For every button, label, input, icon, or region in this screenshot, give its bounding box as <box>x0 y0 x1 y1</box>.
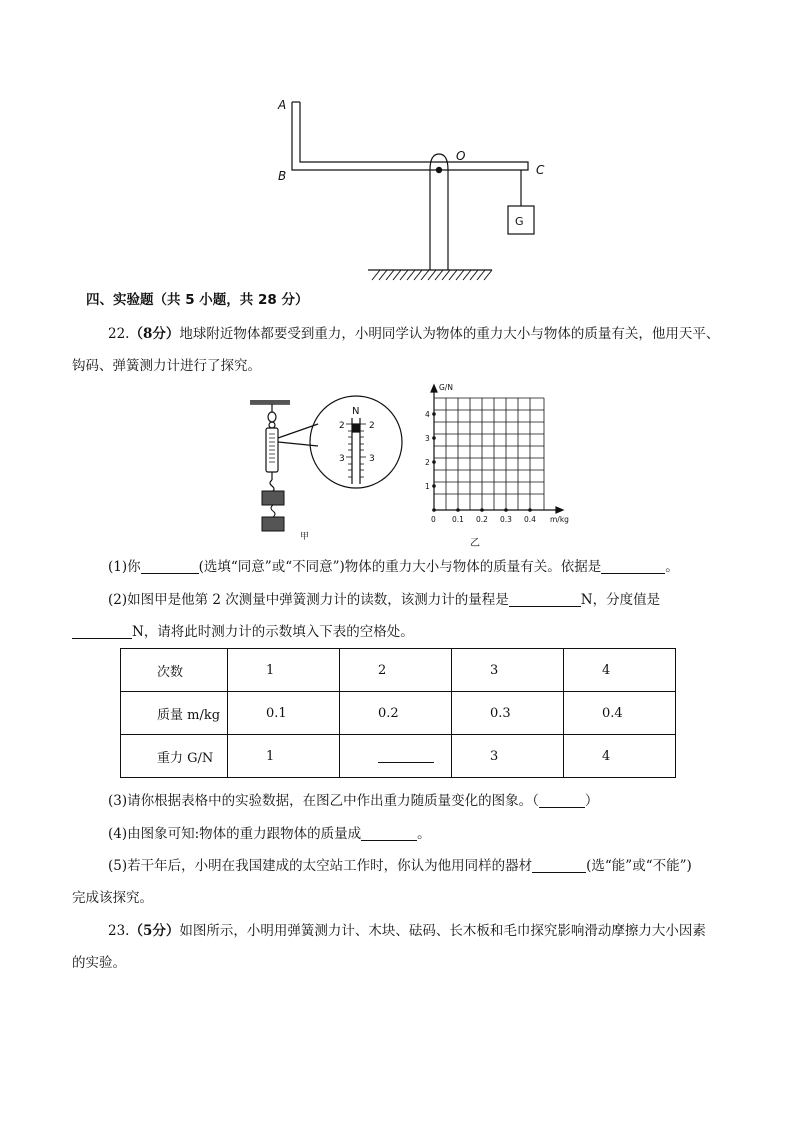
lever-arm-ab <box>292 102 430 170</box>
x-tick-0.1: 0.1 <box>452 515 464 524</box>
q22-part5-text: (5)若干年后，小明在我国建成的太空站工作时，你认为他用同样的器材 <box>108 858 533 874</box>
scale-tick-left-3: 3 <box>339 454 345 464</box>
q23-text: 如图所示，小明用弹簧测力计、木块、砝码、长木板和毛巾探究影响滑动摩擦力大小因素 <box>179 923 706 939</box>
x-axis-label: m/kg <box>550 515 569 524</box>
q22-part1-prefix: (1)你 <box>108 559 141 575</box>
q22-part2-line1 <box>108 590 660 610</box>
section-heading: 四、实验题（共 5 小题，共 28 分） <box>86 292 309 308</box>
q22-part4-end: 。 <box>417 826 431 842</box>
q22-part4 <box>108 824 431 844</box>
hook-weight-1 <box>262 491 284 505</box>
data-table <box>120 648 676 778</box>
scale-tick-right-2: 2 <box>369 421 375 431</box>
q22-part5-line2: 完成该探究。 <box>72 890 153 906</box>
x-tick-0.3: 0.3 <box>500 515 512 524</box>
y-tick-4: 4 <box>425 410 430 419</box>
q22-part2-line2 <box>72 622 414 642</box>
ground-hatch <box>372 270 492 280</box>
table-cell: 4 <box>564 735 676 778</box>
table-cell: 3 <box>452 735 564 778</box>
q23-line1 <box>108 921 706 941</box>
answer-blank-division[interactable] <box>72 624 132 639</box>
q22-part2-text: (2)如图甲是他第 2 次测量中弹簧测力计的读数，该测力计的量程是 <box>108 592 509 608</box>
y-axis-arrow <box>431 385 437 392</box>
table-cell: 2 <box>340 649 452 692</box>
pivot-point-o <box>436 167 442 173</box>
table-row <box>121 692 676 735</box>
x-tick-0.2: 0.2 <box>476 515 488 524</box>
table-cell: 0.3 <box>452 692 564 735</box>
figure-yi <box>420 382 590 550</box>
answer-blank-range[interactable] <box>509 592 581 607</box>
caption-yi: 乙 <box>470 538 480 549</box>
table-cell: 质量 m/kg <box>121 692 228 735</box>
y-axis-label: G/N <box>439 383 453 392</box>
y-tick-3: 3 <box>425 434 430 443</box>
q22-intro-line2: 钩码、弹簧测力计进行了探究。 <box>72 358 261 374</box>
answer-blank-weight[interactable] <box>378 748 434 763</box>
table-cell: 4 <box>564 649 676 692</box>
hook-weight-2 <box>262 517 284 531</box>
figure-jia <box>242 384 412 544</box>
y-tick-2: 2 <box>425 458 430 467</box>
scale-tick-left-2: 2 <box>339 421 345 431</box>
q22-part1-end: 。 <box>665 559 679 575</box>
q22-part3-text: (3)请你根据表格中的实验数据，在图乙中作出重力随质量变化的图象。（ <box>108 793 539 809</box>
q22-part3-end: ） <box>584 793 599 809</box>
lever-figure <box>270 92 570 284</box>
table-cell: 0.4 <box>564 692 676 735</box>
q23-score: （5分） <box>129 923 180 939</box>
x-tick-0.4: 0.4 <box>524 515 536 524</box>
q23-number: 23. <box>108 923 130 939</box>
q22-part5-line1 <box>108 856 692 876</box>
y-tick-1: 1 <box>425 482 430 491</box>
table-cell: 重力 G/N <box>121 735 228 778</box>
q22-intro-line1 <box>108 324 719 344</box>
table-cell: 1 <box>228 649 340 692</box>
x-axis-arrow <box>556 507 563 513</box>
q22-part1-text: (选填“同意”或“不同意”)物体的重力大小与物体的质量有关。依据是 <box>198 559 602 575</box>
table-cell: 0.2 <box>340 692 452 735</box>
q22-part2-text3: N，请将此时测力计的示数填入下表的空格处。 <box>132 624 414 640</box>
q22-part3 <box>108 791 598 811</box>
table-cell: 0.1 <box>228 692 340 735</box>
scale-tick-right-3: 3 <box>369 454 375 464</box>
answer-blank-reason[interactable] <box>601 559 665 574</box>
answer-blank-graph[interactable] <box>539 793 585 808</box>
answer-blank-agree[interactable] <box>141 559 199 574</box>
scale-unit-n: N <box>352 406 360 417</box>
table-row <box>121 649 676 692</box>
q22-part4-text: (4)由图象可知:物体的重力跟物体的质量成 <box>108 826 362 842</box>
q22-part2-text2: N，分度值是 <box>580 592 661 608</box>
ceiling-hatch <box>250 400 290 404</box>
x-tick-0: 0 <box>431 515 436 524</box>
grid-lines <box>434 398 544 510</box>
lever-arm-oc <box>448 162 528 170</box>
table-cell: 次数 <box>121 649 228 692</box>
table-cell: 3 <box>452 649 564 692</box>
label-b: B <box>278 169 287 183</box>
answer-blank-space[interactable] <box>532 858 586 873</box>
q22-part5-text2: (选“能”或“不能”) <box>586 858 692 874</box>
table-cell: 1 <box>228 735 340 778</box>
caption-jia: 甲 <box>300 532 310 542</box>
q22-score: （8分） <box>129 326 180 342</box>
table-row <box>121 735 676 778</box>
label-g: G <box>515 215 524 228</box>
answer-blank-relation[interactable] <box>361 826 417 841</box>
q22-part1 <box>108 557 679 577</box>
label-c: C <box>536 163 545 177</box>
table-cell-blank[interactable] <box>340 735 452 778</box>
label-a: A <box>278 98 287 112</box>
q23-line2: 的实验。 <box>72 955 126 971</box>
q22-intro-text: 地球附近物体都要受到重力，小明同学认为物体的重力大小与物体的质量有关，他用天平、 <box>179 326 720 342</box>
label-o: O <box>456 149 466 163</box>
q22-number: 22. <box>108 326 130 342</box>
